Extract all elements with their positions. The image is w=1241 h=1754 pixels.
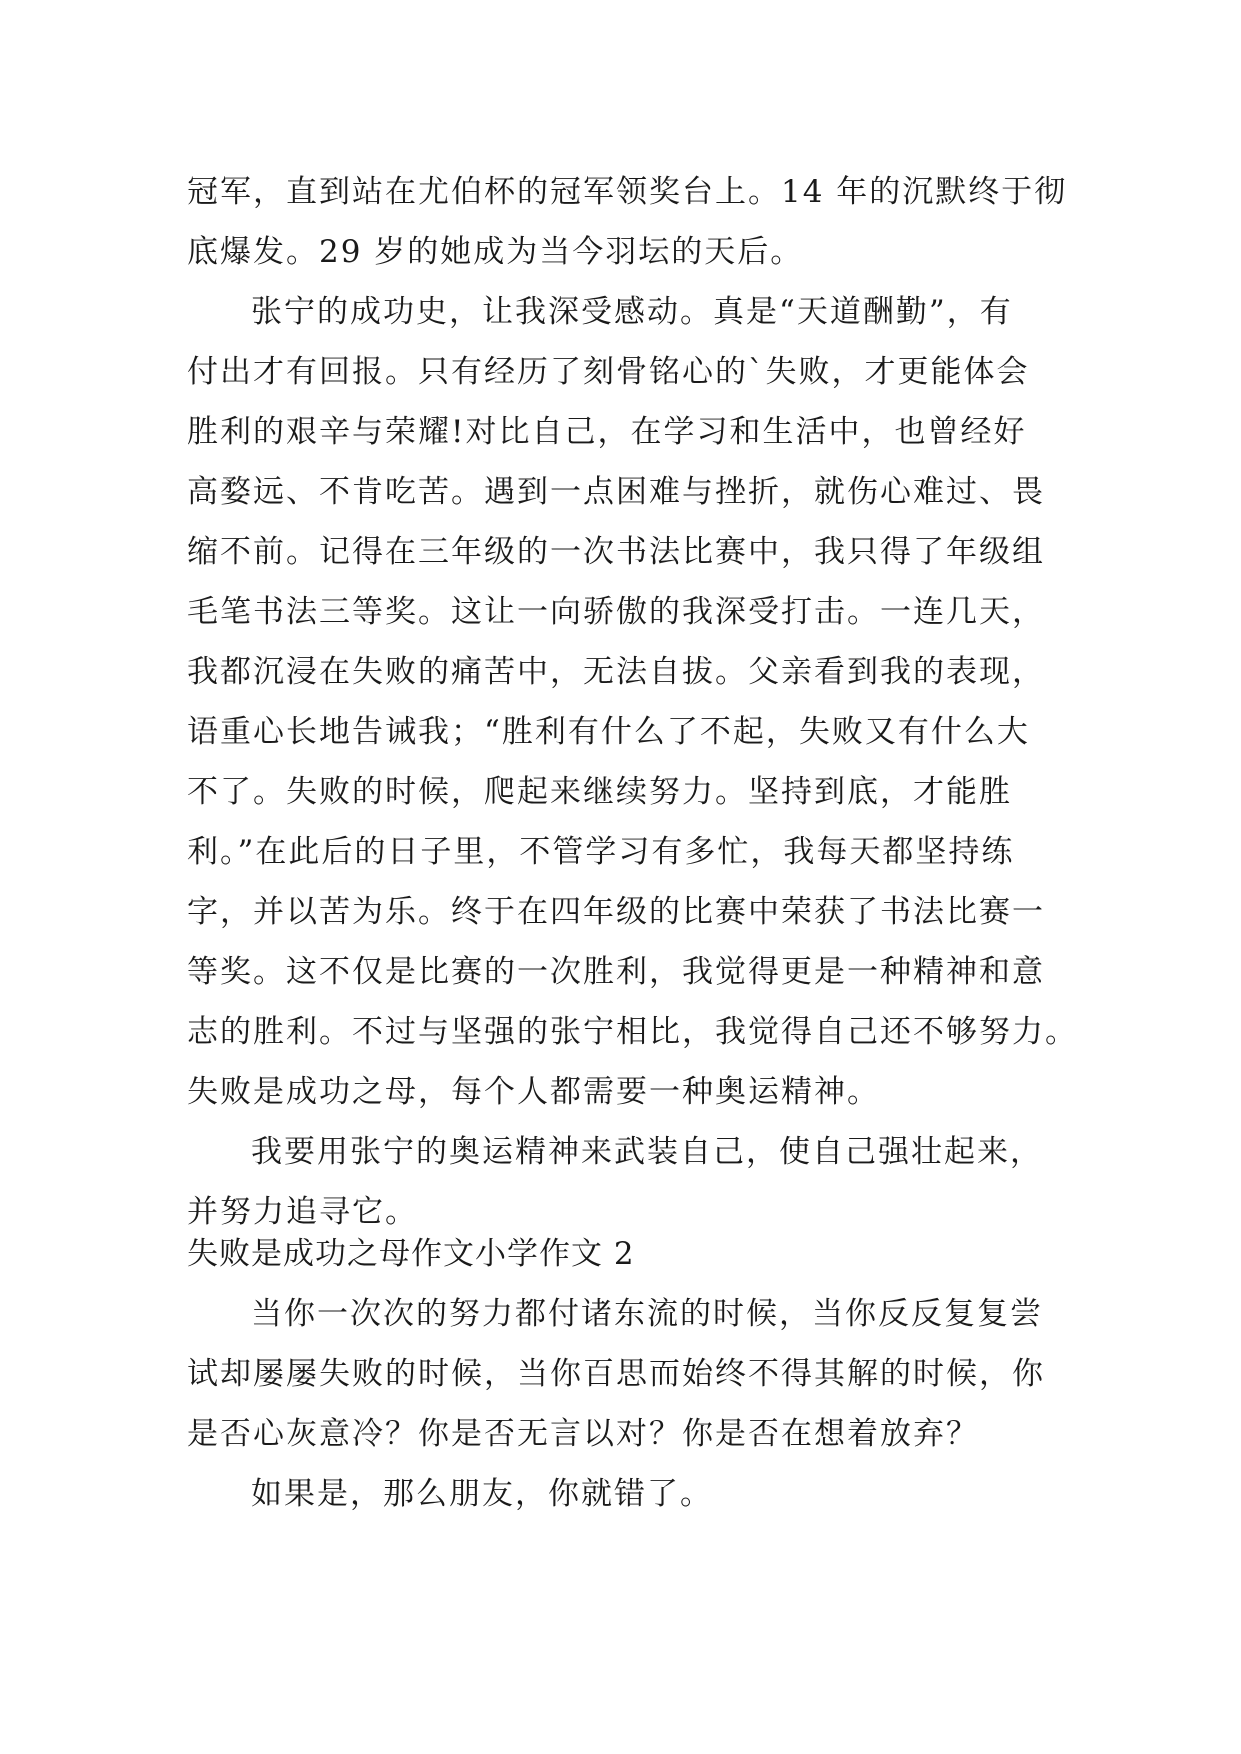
paragraph-start-line: 我要用张宁的奥运精神来武装自己，使自己强壮起来，: [251, 1134, 1043, 1170]
text-line: 字，并以苦为乐。终于在四年级的比赛中荣获了书法比赛一: [187, 894, 1045, 930]
text-line: 毛笔书法三等奖。这让一向骄傲的我深受打击。一连几天，: [187, 594, 1045, 630]
text-line: 高婺远、不肯吃苦。遇到一点困难与挫折，就伤心难过、畏: [187, 474, 1045, 510]
paragraph-start-line: 张宁的成功史，让我深受感动。真是“天道酬勤”，有: [251, 294, 1013, 330]
text-line: 志的胜利。不过与坚强的张宁相比，我觉得自己还不够努力。: [187, 1014, 1078, 1050]
essay-body-part-2: [187, 1284, 1057, 1524]
text-line: 付出才有回报。只有经历了刻骨铭心的`失败，才更能体会: [187, 354, 1030, 390]
text-line: 胜利的艰辛与荣耀!对比自己，在学习和生活中，也曾经好: [187, 414, 1027, 450]
text-line: 失败是成功之母，每个人都需要一种奥运精神。: [187, 1074, 880, 1110]
text-line: 底爆发。29 岁的她成为当今羽坛的天后。: [187, 234, 804, 270]
text-line: 并努力追寻它。: [187, 1194, 418, 1230]
text-line: 冠军，直到站在尤伯杯的冠军领奖台上。14 年的沉默终于彻: [187, 174, 1068, 210]
text-line: 利。”在此后的日子里，不管学习有多忙，我每天都坚持练: [187, 834, 1015, 870]
paragraph-start-line: 如果是，那么朋友，你就错了。: [251, 1476, 713, 1512]
text-line: 试却屡屡失败的时候，当你百思而始终不得其解的时候，你: [187, 1356, 1045, 1392]
text-line: 缩不前。记得在三年级的一次书法比赛中，我只得了年级组: [187, 534, 1045, 570]
essay-section-title: 失败是成功之母作文小学作文 2: [187, 1236, 635, 1272]
text-line: 等奖。这不仅是比赛的一次胜利，我觉得更是一种精神和意: [187, 954, 1045, 990]
text-line: 语重心长地告诫我；“胜利有什么了不起，失败又有什么大: [187, 714, 1030, 750]
text-line: 我都沉浸在失败的痛苦中，无法自拔。父亲看到我的表现，: [187, 654, 1045, 690]
text-line: 是否心灰意冷？你是否无言以对？你是否在想着放弃？: [187, 1416, 979, 1452]
essay-body-part-1: [187, 162, 1078, 1242]
text-line: 不了。失败的时候，爬起来继续努力。坚持到底，才能胜: [187, 774, 1012, 810]
paragraph-start-line: 当你一次次的努力都付诸东流的时候，当你反反复复尝: [251, 1296, 1043, 1332]
